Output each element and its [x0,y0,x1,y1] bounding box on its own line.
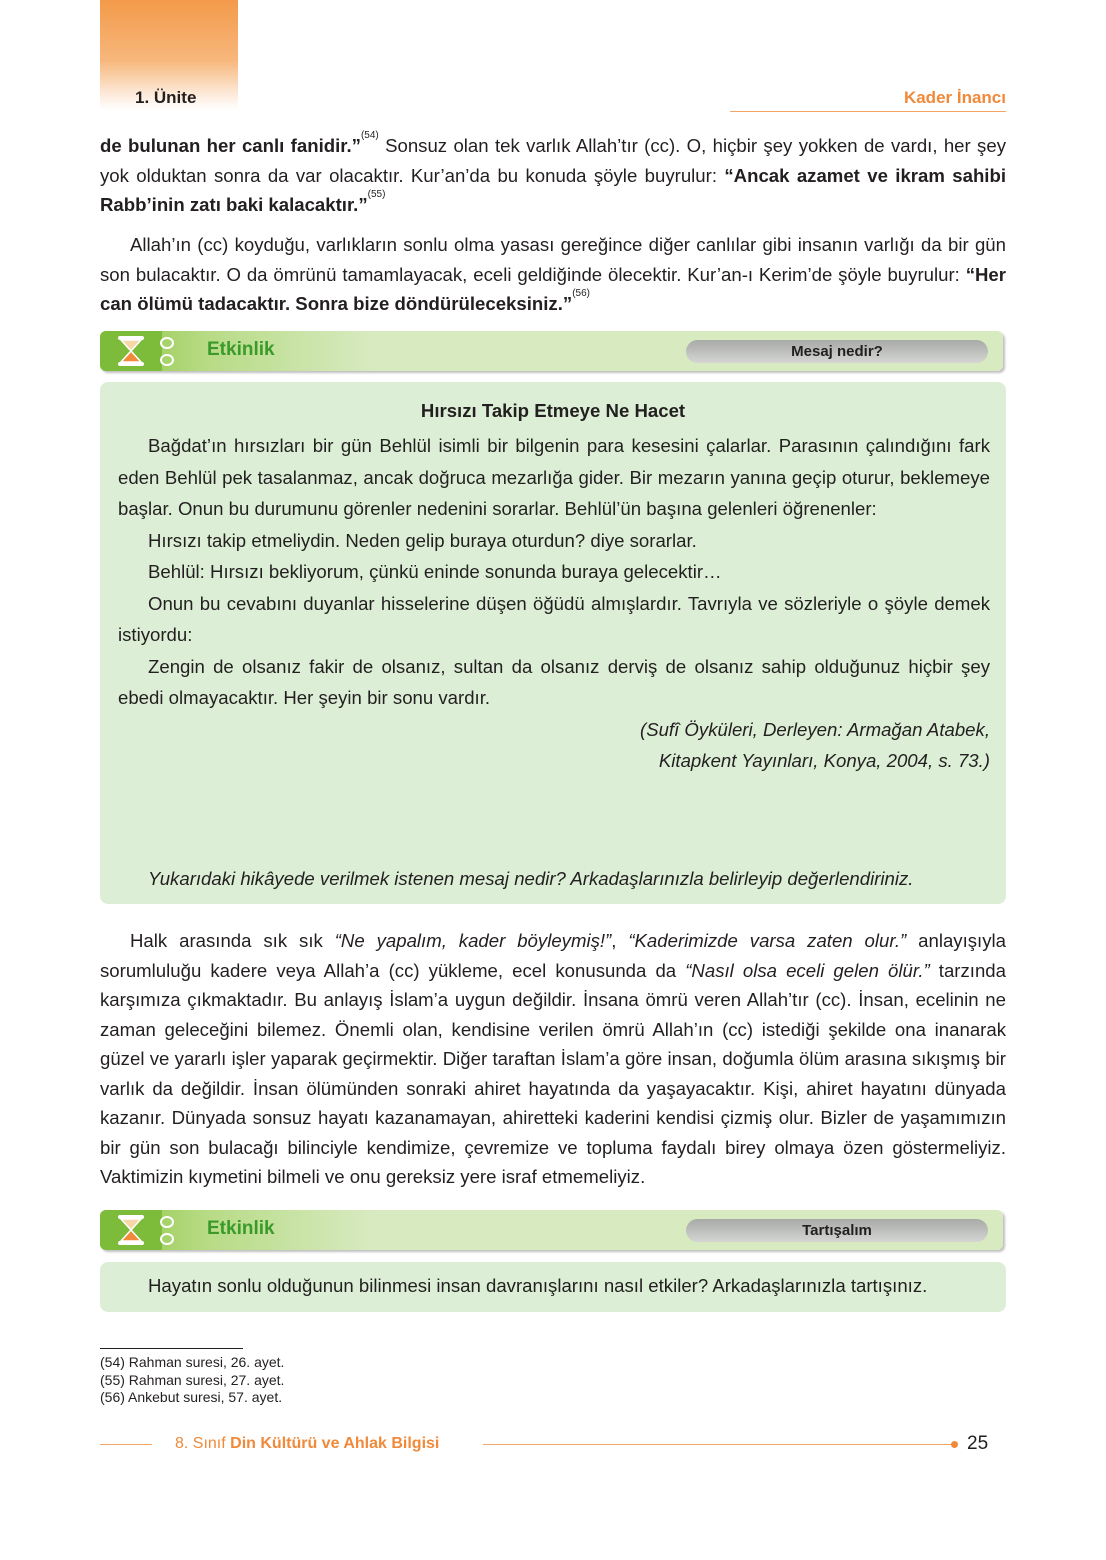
unit-label: 1. Ünite [135,88,197,107]
paragraph-1 [100,131,1006,220]
paragraph-text: anlayışıyla sorumluluğu kadere veya Allah’a (cc) yükleme, ecel konusunda da [100,930,1006,981]
footer-dot [951,1441,958,1448]
footer-course-name: Din Kültürü ve Ahlak Bilgisi [230,1435,440,1452]
story-paragraph: Onun bu cevabını duyanlar hisselerine düşen öğüdü almışlardır. Tavrıyla ve sözleriyle o şöyle demek istiyordu: [118,592,990,645]
activity-title-pill: Tartışalım [686,1219,988,1242]
chapter-title: Kader İnancı [903,88,1006,107]
hourglass-icon [100,331,162,371]
story-source-line-1: (Sufî Öyküleri, Derleyen: Armağan Atabek, [640,718,990,740]
story-body [118,430,990,777]
footnote: (55) Rahman suresi, 27. ayet. [100,1371,285,1388]
story-paragraph: Zengin de olsanız fakir de olsanız, sultan da olsanız derviş de olsanız sahip olduğunuz hiçbir şey ebedi olmayacaktır. Her şeyin bir sonu vardır. [118,655,990,708]
header-divider [730,111,1006,112]
quote-text: “Ancak azamet ve ikram sahibi Rabb’inin zatı baki kalacaktır.” [100,164,1006,215]
footnotes [100,1354,284,1407]
footnote-ref: (54) [360,130,379,141]
paragraph-text: , [611,930,629,951]
paragraph-text: tarzında karşımıza çıkmaktadır. Bu anlayış İslam’a uygun değildir. İnsana ömrü veren Allah’tır (cc). İnsan, ecelinin ne zaman geleceğini bilemez. Önemli olan, kendisine verilen ömrü Allah’ın (cc) istediği şekilde ona inanarak güzel ve yararlı işler yaparak geçirmektir. Diğer taraftan İslam’a göre insan, doğumla ölüm arasına sıkışmış bir varlık da değildir. İnsan ölümünden sonraki ahiret hayatında da yaşayacaktır. Kişi, ahiret hayatını dünyada kazanır. Dünyada sonsuz hayatı kazanamayan, ahiretteki kaderini kendisi çizmiş olur. Bizler de yaşamımızın bir gün son bulacağı bilinciyle kendimize, çevremize ve topluma faydalı birey olmaya özen göstermeliyiz. Vaktimizin kıymetini bilmeli ve onu gereksiz yere israf etmemeliyiz. [100,959,1006,1187]
activity-discussion-box [100,1262,1006,1312]
quote-text: “Kaderimizde varsa zaten olur.” [628,930,907,951]
footnote-ref: (56) [572,288,590,299]
paragraph-text: Sonsuz olan tek varlık Allah’tır (cc). O, hiçbir şey yokken de vardı, her şey yok olduktan sonra da var olacaktır. Kur’an’da bu konuda şöyle buyrulur: [100,135,1006,186]
footnote-ref: (55) [367,189,386,200]
quote-text: “Ne yapalım, kader böyleymiş!” [334,930,612,951]
footer-line-right [483,1444,953,1445]
footnote: (54) Rahman suresi, 26. ayet. [100,1354,285,1370]
quote-text: de bulunan her canlı fanidir.” [100,135,361,156]
story-paragraph: Hırsızı takip etmeliydin. Neden gelip buraya oturdun? diye sorarlar. [148,529,697,551]
activity-label: Etkinlik [207,339,275,360]
quote-text: “Her can ölümü tadacaktır. Sonra bize döndürüleceksiniz.” [100,263,1006,314]
hourglass-icon [100,1210,162,1250]
paragraph-text: Allah’ın (cc) koyduğu, varlıkların sonlu olma yasası gereğince diğer canlılar gibi insanın varlığı da bir gün son bulacaktır. O da ömrünü tamamlayacak, eceli geldiğinde ölecektir. Kur’an-ı Kerim’de şöyle buyrulur: [100,234,1006,285]
footer-line-left [100,1444,152,1445]
page-number: 25 [967,1433,989,1454]
binder-rings-icon [160,1216,174,1246]
activity-label: Etkinlik [207,1218,275,1239]
story-paragraph: Bağdat’ın hırsızları bir gün Behlül isimli bir bilgenin para kesesini çalarlar. Parasının çalındığını fark eden Behlül pek tasalanmaz, ancak doğruca mezarlığa gider. Bir mezarın yanına geçip oturur, beklemeye başlar. Onun bu durumunu görenler nedenini sorarlar. Behlül’ün başına gelenleri öğrenenler: [118,435,990,519]
activity-title-pill: Mesaj nedir? [686,340,988,363]
footer-grade: 8. Sınıf [175,1435,231,1452]
quote-text: “Nasıl olsa eceli gelen ölür.” [685,959,930,981]
activity-header-2 [100,1210,1006,1252]
story-source-line-2: Kitapkent Yayınları, Konya, 2004, s. 73.) [658,750,990,771]
activity-question: Yukarıdaki hikâyede verilmek istenen mesaj nedir? Arkadaşlarınızla belirleyip değerlendiriniz. [148,868,914,889]
story-paragraph: Behlül: Hırsızı bekliyorum, çünkü eninde sonunda buraya gelecektir… [148,561,722,582]
activity-icon-box [100,1210,162,1250]
footer-course [175,1435,439,1453]
story-title: Hırsızı Takip Etmeye Ne Hacet [420,400,686,421]
activity-story-box [100,382,1006,904]
activity-icon-box [100,331,162,371]
activity-header-1 [100,331,1006,373]
binder-rings-icon [160,337,174,367]
footnote: (56) Ankebut suresi, 57. ayet. [100,1389,283,1405]
footnote-divider [100,1348,243,1349]
paragraph-text: Halk arasında sık sık [130,930,335,951]
activity-question: Hayatın sonlu olduğunun bilinmesi insan davranışlarını nasıl etkiler? Arkadaşlarınızla tartışınız. [148,1275,928,1296]
paragraph-2 [100,230,1006,319]
paragraph-3 [100,926,1006,1192]
